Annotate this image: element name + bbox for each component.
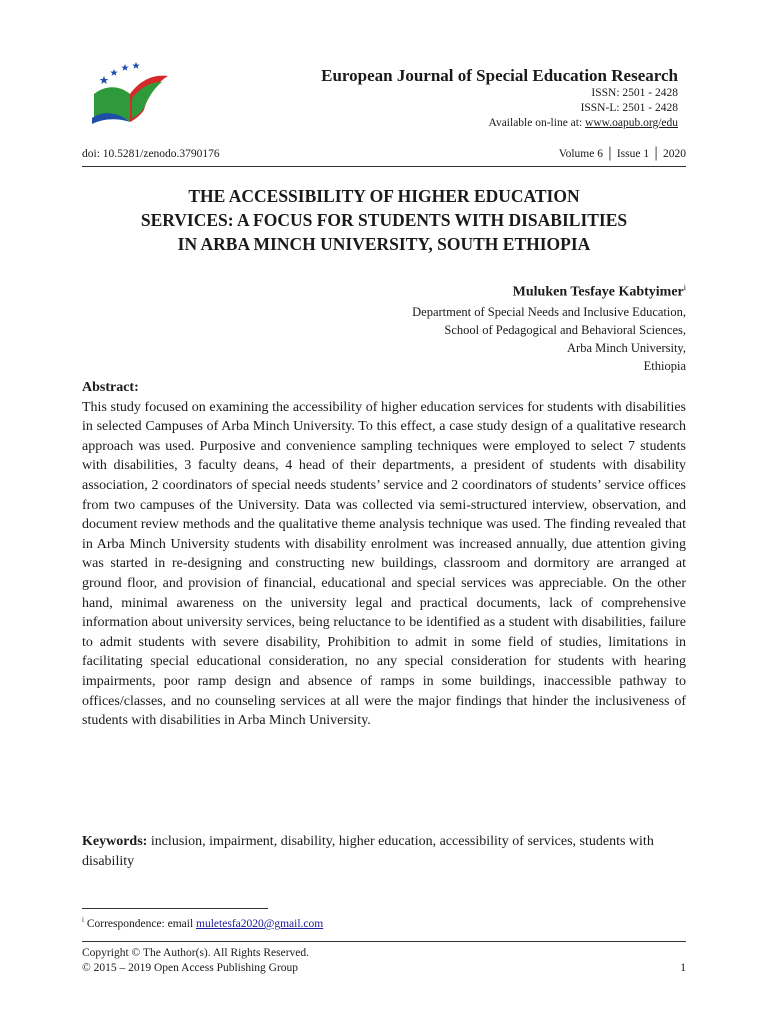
footnote-prefix: Correspondence: email [83,917,197,930]
issn-l: ISSN-L: 2501 - 2428 [580,102,678,114]
affiliation-line: Ethiopia [643,358,686,373]
availability-prefix: Available on-line at: [488,117,586,129]
doi-row [82,148,686,160]
paper-title [82,184,686,256]
abstract-text: This study focused on examining the accessibility of higher education services for students with disabilities in selected Campuses of Arba Minch University. To this effect, a case study design of a qualitative research approach was used. Purposive and convenience sampling techniques were employed to select 7 students with disabilities, 3 faculty deans, 4 head of their departments, a president of students with disability association, 2 coordinators of special needs students’ service and 2 coordinators of students’ service offices from two campuses of the University. Data was collected via semi-structured interview, observation, and document review methods and the qualitative theme analysis technique was used. The finding revealed that in Arba Minch University students with disability enrolment was increased annually, due attention giving was started in re-designing and constructing new buildings, classroom and dormitory are arranged at ground floor, and provision of financial, educational and special services was appreciable. On the other hand, minimal awareness on the university legal and practical documents, lack of comprehensive information about university services, being reluctance to be identified as a student with disabilities, failure to admit students with severe disability, Prohibition to admit in some field of studies, limitations in facilitating special educational consideration, no any special consideration for students with hearing impairments, poor ramp design and absence of ramps in some buildings, inaccessible pathway to offices/classes, and no counseling services at all were the major findings that hinder the inclusiveness of students with disabilities in Arba Minch University. [82,399,686,729]
footnote-divider [82,908,268,909]
affiliation-line: Department of Special Needs and Inclusive Education, [412,304,686,319]
title-line: SERVICES: A FOCUS FOR STUDENTS WITH DISABILITIES [140,210,628,230]
issn: ISSN: 2501 - 2428 [591,87,678,99]
footnote-mark: i [82,916,84,924]
journal-website-link[interactable]: www.oapub.org/edu [585,117,678,129]
affiliation-line: Arba Minch University, [567,340,686,355]
footer-divider [82,941,686,942]
author-name-text: Muluken Tesfaye Kabtyimer [512,284,684,300]
keywords-label: Keywords: [82,834,148,849]
publisher-line: © 2015 – 2019 Open Access Publishing Group [82,962,299,974]
abstract-section [82,378,686,731]
author-block [412,278,686,375]
journal-header [321,66,678,131]
affiliation-line: School of Pedagogical and Behavioral Sciences, [444,322,686,337]
author-name [412,278,686,303]
keywords [82,832,686,872]
page-footer [82,946,686,976]
header-divider [82,166,686,167]
title-line: IN ARBA MINCH UNIVERSITY, SOUTH ETHIOPIA [177,234,591,254]
footnote [82,916,323,930]
abstract-heading: Abstract: [82,380,139,395]
doi: doi: 10.5281/zenodo.3790176 [82,148,220,160]
availability-line [321,116,678,131]
keywords-text: inclusion, impairment, disability, higher education, accessibility of services, students with disability [82,834,654,869]
journal-title: European Journal of Special Education Research [321,66,678,85]
copyright-line: Copyright © The Author(s). All Rights Reserved. [82,947,310,959]
journal-logo-icon [88,60,170,126]
title-line: THE ACCESSIBILITY OF HIGHER EDUCATION [188,186,580,206]
volume-issue-year: Volume 6 │ Issue 1 │ 2020 [558,148,686,160]
correspondence-email-link[interactable]: muletesfa2020@gmail.com [196,917,324,930]
page-number: 1 [680,962,686,974]
author-footnote-mark: i [683,283,686,292]
